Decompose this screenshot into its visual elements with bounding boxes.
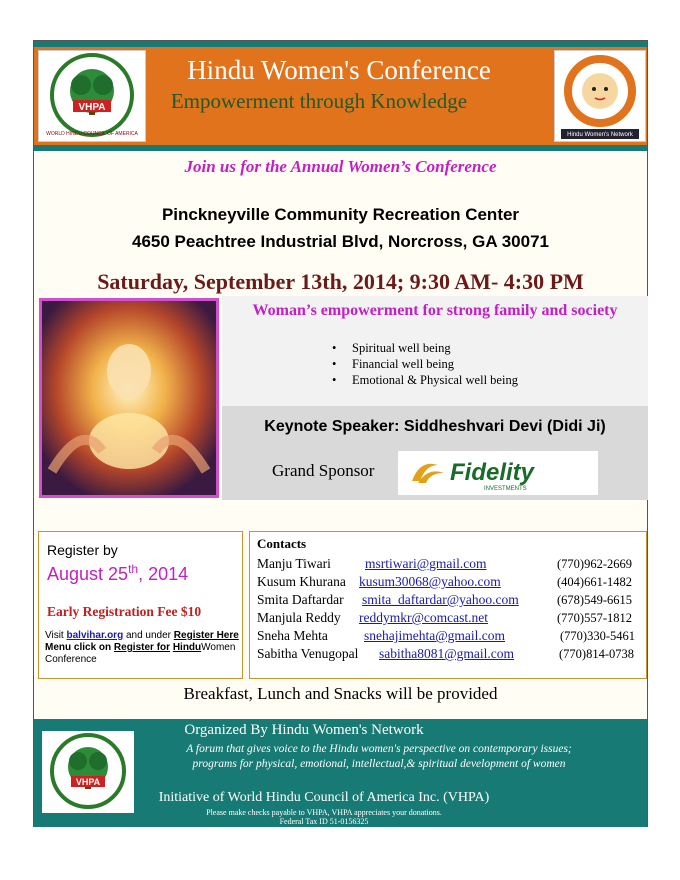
contact-row	[257, 574, 632, 591]
forum-description-line: A forum that gives voice to the Hindu women's perspective on contemporary issues;	[186, 743, 572, 755]
flyer	[33, 40, 648, 827]
contact-row	[257, 556, 632, 573]
register-here-link[interactable]: Register Here	[173, 630, 239, 641]
visit-prefix: Visit	[45, 630, 67, 641]
contact-phone: (770)330-5461	[560, 629, 635, 643]
registration-deadline	[47, 562, 188, 585]
fidelity-subtext: INVESTMENTS	[484, 486, 527, 492]
vhpa-tree-logo-icon	[39, 51, 145, 141]
vhpa-tree-logo-icon	[42, 731, 134, 813]
contact-phone: (678)549-6615	[557, 593, 632, 607]
contact-phone: (770)557-1812	[557, 611, 632, 625]
contact-name: Manju Tiwari	[257, 556, 331, 571]
deadline-year: , 2014	[138, 564, 189, 584]
contact-email[interactable]: reddymkr@comcast.net	[359, 610, 489, 625]
visit-mid: and under	[123, 630, 174, 641]
topic-list	[332, 340, 518, 388]
event-date: Saturday, September 13th, 2014; 9:30 AM- 4:30 PM	[97, 269, 584, 294]
registration-box	[38, 531, 243, 679]
tax-id: Federal Tax ID 51-0156325	[279, 817, 369, 826]
invite-line: Join us for the Annual Women’s Conference	[184, 157, 497, 176]
contact-row	[257, 592, 632, 609]
registration-instructions	[45, 630, 240, 666]
contacts-box	[249, 531, 647, 679]
contact-name: Smita Daftardar	[257, 592, 344, 607]
goddess-image-icon	[42, 301, 216, 495]
vhpa-logo-bottom: WORLD HINDU COUNCIL OF AMERICA	[46, 131, 138, 137]
topic-item: • Spiritual well being	[332, 340, 518, 356]
venue-address: 4650 Peachtree Industrial Blvd, Norcross, GA 30071	[131, 232, 549, 251]
deadline-suffix: th	[128, 562, 139, 576]
forum-description	[154, 742, 604, 772]
venue-name: Pinckneyville Community Recreation Center	[161, 205, 520, 224]
grand-sponsor-label: Grand Sponsor	[272, 461, 375, 480]
footer-banner	[34, 719, 647, 827]
contacts-heading: Contacts	[257, 536, 307, 551]
contact-email[interactable]: msrtiwari@gmail.com	[365, 556, 487, 571]
contact-phone: (404)661-1482	[557, 575, 632, 589]
topic-item: • Financial well being	[332, 356, 518, 372]
fidelity-logo	[398, 451, 598, 495]
contact-phone: (770)814-0738	[559, 647, 634, 661]
contact-email[interactable]: kusum30068@yahoo.com	[359, 574, 501, 589]
speaker-panel	[222, 406, 648, 500]
organized-by: Organized By Hindu Women's Network	[184, 722, 424, 738]
forum-description-line: programs for physical, emotional, intellectual,& spiritual development of women	[192, 758, 566, 770]
contact-row	[257, 628, 635, 645]
hwn-caption: Hindu Women's Network	[567, 132, 633, 138]
women-conference-link[interactable]: Women Conference	[45, 642, 236, 665]
register-for-link[interactable]: Register for	[113, 642, 171, 653]
vhpa-logo	[38, 50, 146, 142]
footer-vhpa-text: VHPA	[75, 777, 101, 787]
contact-phone: (770)962-2669	[557, 557, 632, 571]
topic-item: • Emotional & Physical well being	[332, 372, 518, 388]
contact-email[interactable]: smita_daftardar@yahoo.com	[362, 592, 519, 607]
contact-name: Manjula Reddy	[257, 610, 341, 625]
header-bottom-band	[34, 145, 647, 151]
vhpa-logo-text: VHPA	[78, 102, 106, 113]
fidelity-wordmark: Fidelity	[450, 459, 535, 486]
meals-note: Breakfast, Lunch and Snacks will be provided	[183, 684, 498, 703]
early-registration-fee: Early Registration Fee $10	[47, 604, 202, 619]
contact-email[interactable]: sabitha8081@gmail.com	[379, 646, 515, 661]
keynote-speaker: Keynote Speaker: Siddheshvari Devi (Didi Ji)	[264, 418, 606, 435]
theme-panel	[222, 296, 648, 406]
conference-subtitle: Empowerment through Knowledge	[170, 89, 468, 113]
theme-heading: Woman’s empowerment for strong family and society	[252, 302, 618, 319]
contact-row	[257, 646, 634, 663]
checks-note: Please make checks payable to VHPA, VHPA appreciates your donations.	[206, 808, 442, 817]
balvihar-link[interactable]: balvihar.org	[66, 630, 124, 641]
header-banner	[34, 47, 647, 145]
venue-block	[34, 201, 647, 255]
menu-text: Menu click on	[45, 642, 114, 653]
contact-name: Sneha Mehta	[257, 628, 328, 643]
hwn-goddess-logo-icon	[555, 51, 645, 141]
contact-name: Kusum Khurana	[257, 574, 346, 589]
donation-note	[154, 808, 494, 826]
contact-email[interactable]: snehajimehta@gmail.com	[364, 628, 506, 643]
hwn-logo	[554, 50, 646, 142]
contact-row	[257, 610, 632, 627]
hindu-link[interactable]: Hindu	[172, 642, 202, 653]
deadline-month-day: August 25	[47, 564, 129, 584]
initiative-line: Initiative of World Hindu Council of America Inc. (VHPA)	[158, 790, 490, 805]
fidelity-logo-icon	[398, 451, 598, 495]
contact-name: Sabitha Venugopal	[257, 646, 359, 661]
register-by-label: Register by	[47, 542, 118, 558]
goddess-artwork	[39, 298, 219, 498]
conference-title: Hindu Women's Conference	[187, 55, 491, 85]
footer-vhpa-logo	[42, 731, 134, 813]
